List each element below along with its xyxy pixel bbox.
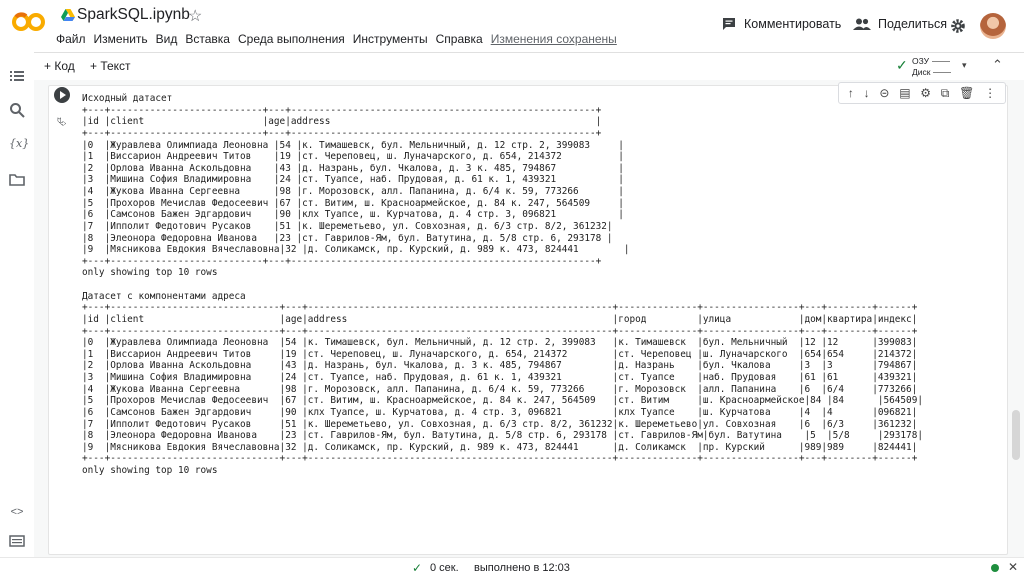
output-line: +---+---------------------------+---+------------------------------------------------------+ [82,104,602,116]
status-bar [0,557,1024,577]
share-label: Поделиться [878,17,948,31]
folder-icon[interactable] [9,172,25,188]
table-of-contents-icon[interactable] [9,68,25,84]
link-icon[interactable]: ⊝ [879,86,890,100]
output-line: |7 |Ипполит Федотович Русаков |51 |к. Шереметьево, ул. Совхозная, д. 6/3 стр. 8/2, 361232|к. Шереметьево|ул. Совхозная |6 |6/3 |361232| [82,418,918,430]
output-line: |0 |Журавлева Олимпиада Леоновна |54 |к. Тимашевск, бул. Мельничный, д. 12 стр. 2, 399083 |к. Тимашевск |бул. Мельничный |12 |12 |399083| [82,337,918,349]
close-icon[interactable]: ✕ [1008,560,1019,574]
connection-status-icon [991,564,999,572]
output-line: |3 |Мишина София Владимировна |24 |ст. Туапсе, наб. Прудовая, д. 61 к. 1, 439321 |ст. Туапсе |наб. Прудовая |61 |61 |439321| [82,372,918,383]
saved-status-link[interactable]: Изменения сохранены [490,32,617,46]
menu-item-tools[interactable]: Инструменты [352,32,428,46]
gear-icon[interactable] [950,18,966,34]
cell-output [82,93,923,477]
output-line: |id |client |age|address | [82,116,602,128]
colab-logo[interactable] [12,10,46,34]
disk-bar [933,72,951,73]
people-icon [853,18,871,30]
menu-bar [56,32,625,46]
comment-icon [722,17,736,31]
comment-cell-icon[interactable]: ▤ [899,86,911,100]
top-bar [0,0,1024,52]
output-line: |7 |Ипполит Федотович Русаков |51 |к. Шереметьево, ул. Совхозная, д. 6/3 стр. 8/2, 361232| [82,220,613,232]
add-text-button[interactable]: + Текст [90,59,131,73]
left-sidebar [0,52,34,557]
output-line: |1 |Виссарион Андреевич Титов |19 |ст. Череповец, ш. Луначарского, д. 654, 214372 | [82,151,624,163]
output-line: |8 |Элеонора Федоровна Иванова |23 |ст. Гаврилов-Ям, бул. Ватутина, д. 5/8 стр. 6, 293178 |ст. Гаврилов-Ям|бул. Ватутина |5 |5/8 |293178| [82,430,923,442]
output-line: only showing top 10 rows [82,465,218,476]
collapse-header-icon[interactable]: ⌃ [992,57,1003,72]
move-down-icon[interactable]: ↓ [863,86,870,100]
drive-icon [61,9,75,21]
comment-button[interactable] [722,17,841,31]
variables-icon[interactable]: {x} [9,137,30,150]
output-line: |6 |Самсонов Бажен Эдгардович |90 |клх Туапсе, ш. Курчатова, д. 4 стр. 3, 096821 |клх Туапсе |ш. Курчатова |4 |4 |096821| [82,406,918,418]
output-line: |6 |Самсонов Бажен Эдгардович |90 |клх Туапсе, ш. Курчатова, д. 4 стр. 3, 096821 | [82,209,624,221]
menu-item-insert[interactable]: Вставка [185,32,230,46]
status-check-icon: ✓ [412,561,423,575]
output-line: |id |client |age|address |город |улица |дом|квартира|индекс| [82,313,918,325]
output-line: |0 |Журавлева Олимпиада Леоновна |54 |к. Тимашевск, бул. Мельничный, д. 12 стр. 2, 399083 | [82,139,624,151]
ram-label: ОЗУ [912,56,930,66]
output-actions-icon[interactable]: ⮱ [57,115,67,129]
output-line: |3 |Мишина София Владимировна |24 |ст. Туапсе, наб. Прудовая, д. 61 к. 1, 439321 | [82,174,624,186]
scrollbar[interactable] [1012,410,1020,460]
share-button[interactable] [853,17,947,31]
output-line: |4 |Жукова Иванна Сергеевна |98 |г. Морозовск, алл. Папанина, д. 6/4 к. 59, 773266 |г. Морозовск |алл. Папанина |6 |6/4 |773266| [82,383,918,395]
code-snippets-icon[interactable]: <> [10,506,24,518]
search-icon[interactable] [9,102,25,118]
output-line: +---+------------------------------+---+------------------------------------------------------+--------------+-----------------+---+--------+------+ [82,453,918,465]
output-line: +---+------------------------------+---+------------------------------------------------------+--------------+-----------------+---+--------+------+ [82,302,918,314]
output-line: Исходный датасет [82,93,173,104]
ram-bar [932,61,950,62]
delete-cell-icon[interactable]: 🗑 [959,86,975,100]
output-line: |9 |Мясникова Евдокия Вячеславовна|32 |д. Соликамск, пр. Курский, д. 989 к. 473, 824441 |д. Соликамск |пр. Курский |989|989 |824441| [82,441,918,453]
disk-label: Диск [912,67,931,77]
output-line: +---+------------------------------+---+------------------------------------------------------+--------------+-----------------+---+--------+------+ [82,325,918,337]
more-options-icon[interactable]: ⋮ [984,86,997,100]
cell-settings-icon[interactable]: ⚙ [920,86,932,100]
output-line: +---+---------------------------+---+------------------------------------------------------+ [82,255,602,267]
terminal-icon[interactable] [9,533,25,549]
output-line: Датасет с компонентами адреса [82,290,246,302]
output-line: only showing top 10 rows [82,267,218,279]
chevron-down-icon[interactable]: ▾ [962,60,967,70]
output-line: |2 |Орлова Иванна Аскольдовна |43 |д. Назрань, бул. Чкалова, д. 3 к. 485, 794867 |д. Назрань |бул. Чкалова |3 |3 |794867| [82,360,918,372]
menu-item-view[interactable]: Вид [155,32,178,46]
notebook-title[interactable]: SparkSQL.ipynb [77,6,190,23]
output-line: |4 |Жукова Иванна Сергеевна |98 |г. Морозовск, алл. Папанина, д. 6/4 к. 59, 773266 | [82,186,624,197]
resource-monitor[interactable] [912,56,951,78]
move-up-icon[interactable]: ↑ [847,86,854,100]
output-line: |1 |Виссарион Андреевич Титов |19 |ст. Череповец, ш. Луначарского, д. 654, 214372 |ст. Череповец |ш. Луначарского |654|654 |214372| [82,348,918,360]
output-line: |9 |Мясникова Евдокия Вячеславовна|32 |д. Соликамск, пр. Курский, д. 989 к. 473, 824441 | [82,244,630,256]
menu-item-edit[interactable]: Изменить [93,32,148,46]
menu-item-file[interactable]: Файл [56,32,86,46]
notebook-toolbar [34,52,1024,80]
output-line: |8 |Элеонора Федоровна Иванова |23 |ст. Гаврилов-Ям, бул. Ватутина, д. 5/8 стр. 6, 293178 | [82,232,613,244]
comment-label: Комментировать [744,17,842,31]
menu-item-runtime[interactable]: Среда выполнения [237,32,345,46]
output-line [82,279,923,291]
run-cell-button[interactable] [54,87,70,103]
mirror-cell-icon[interactable]: ⧉ [940,85,950,100]
menu-item-help[interactable]: Справка [435,32,483,46]
output-line: |5 |Прохоров Мечислав Федосеевич |67 |ст. Витим, ш. Красноармейское, д. 84 к. 247, 564509 | [82,197,624,209]
output-line: |2 |Орлова Иванна Аскольдовна |43 |д. Назрань, бул. Чкалова, д. 3 к. 485, 794867 | [82,162,624,174]
execution-completed: выполнено в 12:03 [474,562,570,574]
star-icon[interactable]: ☆ [188,8,203,25]
output-line: +---+---------------------------+---+------------------------------------------------------+ [82,127,602,139]
connected-check-icon: ✓ [896,57,908,73]
execution-time: 0 сек. [430,562,459,574]
add-code-button[interactable]: + Код [44,59,75,73]
output-line: |5 |Прохоров Мечислав Федосеевич |67 |ст. Витим, ш. Красноармейское, д. 84 к. 247, 564509 |ст. Витим |ш. Красноармейское|84 |84 |564509| [82,395,923,407]
avatar[interactable] [980,13,1006,39]
